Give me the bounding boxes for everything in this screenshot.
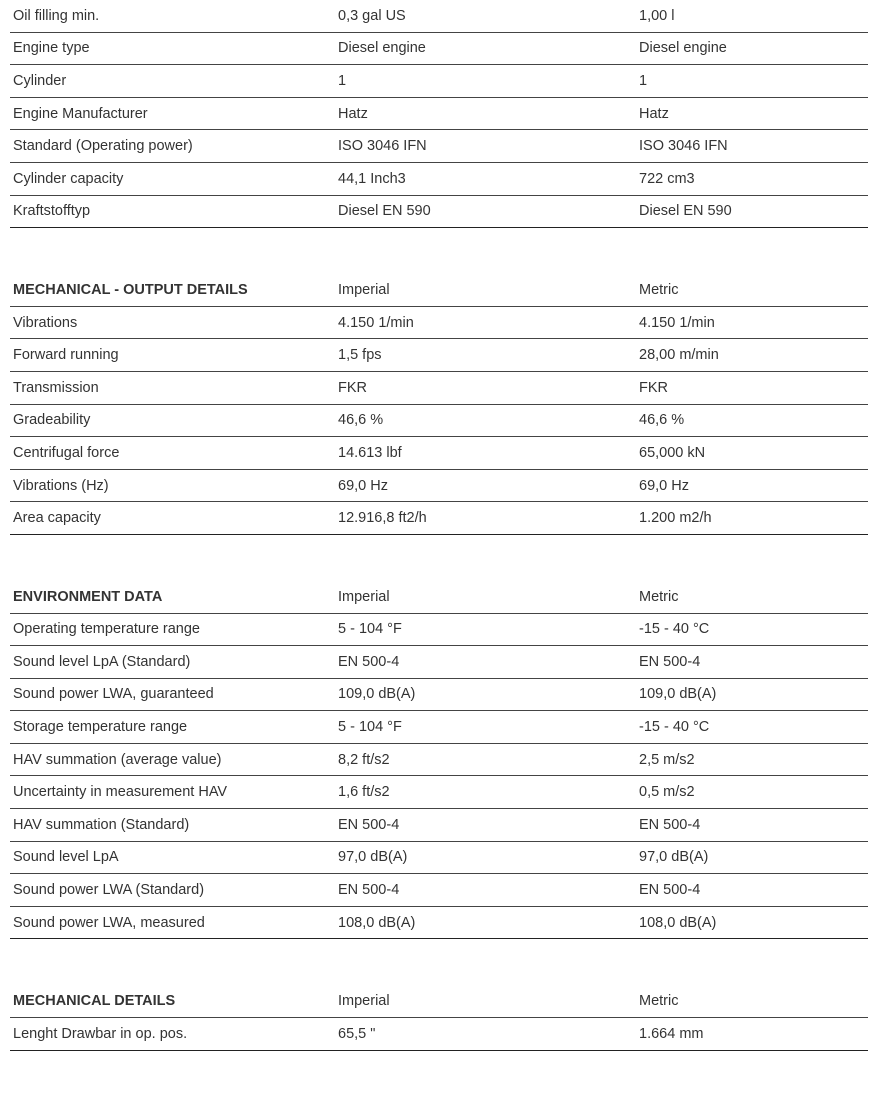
- cell-label: Engine type: [13, 40, 90, 57]
- table-row: [10, 130, 868, 163]
- cell-metric: ISO 3046 IFN: [639, 138, 728, 155]
- section-title: MECHANICAL - OUTPUT DETAILS: [13, 281, 248, 298]
- cell-metric: 109,0 dB(A): [639, 686, 717, 703]
- cell-label: Sound power LWA, guaranteed: [13, 686, 214, 703]
- cell-label: Sound power LWA (Standard): [13, 882, 205, 899]
- cell-label: Engine Manufacturer: [13, 105, 148, 122]
- cell-imperial: Hatz: [338, 105, 368, 122]
- section-header-row: [10, 274, 868, 307]
- table-row: [10, 0, 868, 33]
- column-header-metric: Metric: [639, 281, 679, 298]
- table-row: [10, 907, 868, 940]
- cell-label: Cylinder: [13, 72, 67, 89]
- table-row: [10, 65, 868, 98]
- table-row: [10, 372, 868, 405]
- section-title: ENVIRONMENT DATA: [13, 588, 163, 605]
- table-row: [10, 196, 868, 229]
- table-row: [10, 646, 868, 679]
- section-header-row: [10, 581, 868, 614]
- cell-metric: 1.200 m2/h: [639, 510, 712, 527]
- cell-imperial: 44,1 Inch3: [338, 170, 406, 187]
- column-header-imperial: Imperial: [338, 993, 390, 1010]
- table-row: [10, 744, 868, 777]
- cell-label: Vibrations (Hz): [13, 477, 109, 494]
- cell-imperial: 5 - 104 °F: [338, 719, 402, 736]
- section-title: MECHANICAL DETAILS: [13, 993, 176, 1010]
- cell-imperial: 109,0 dB(A): [338, 686, 416, 703]
- cell-imperial: FKR: [338, 379, 367, 396]
- cell-metric: EN 500-4: [639, 653, 701, 670]
- cell-label: Standard (Operating power): [13, 138, 193, 155]
- spec-tables: [10, 0, 868, 1097]
- table-row: [10, 809, 868, 842]
- table-row: [10, 470, 868, 503]
- cell-metric: 722 cm3: [639, 170, 695, 187]
- cell-metric: Diesel engine: [639, 40, 727, 57]
- cell-imperial: Diesel EN 590: [338, 203, 431, 220]
- cell-label: HAV summation (average value): [13, 751, 222, 768]
- cell-metric: 69,0 Hz: [639, 477, 689, 494]
- cell-metric: 97,0 dB(A): [639, 849, 709, 866]
- cell-label: Sound power LWA, measured: [13, 914, 205, 931]
- cell-metric: 1,00 l: [639, 7, 675, 24]
- cell-metric: 0,5 m/s2: [639, 784, 695, 801]
- spec-section: [10, 274, 868, 535]
- cell-metric: 1.664 mm: [639, 1025, 704, 1042]
- cell-label: Sound level LpA (Standard): [13, 653, 191, 670]
- table-row: [10, 711, 868, 744]
- spec-section: [10, 0, 868, 228]
- cell-label: Transmission: [13, 379, 99, 396]
- table-row: [10, 1018, 868, 1051]
- cell-label: Uncertainty in measurement HAV: [13, 784, 228, 801]
- table-row: [10, 339, 868, 372]
- cell-label: Gradeability: [13, 412, 91, 429]
- cell-imperial: 1: [338, 72, 347, 89]
- cell-imperial: 8,2 ft/s2: [338, 751, 390, 768]
- table-row: [10, 307, 868, 340]
- cell-label: Cylinder capacity: [13, 170, 124, 187]
- spec-section: [10, 985, 868, 1050]
- cell-label: HAV summation (Standard): [13, 816, 190, 833]
- cell-label: Oil filling min.: [13, 7, 100, 24]
- cell-imperial: ISO 3046 IFN: [338, 138, 427, 155]
- cell-label: Storage temperature range: [13, 719, 188, 736]
- table-row: [10, 33, 868, 66]
- cell-label: Centrifugal force: [13, 444, 120, 461]
- cell-label: Vibrations: [13, 314, 78, 331]
- cell-metric: 46,6 %: [639, 412, 685, 429]
- cell-metric: -15 - 40 °C: [639, 719, 710, 736]
- cell-metric: 2,5 m/s2: [639, 751, 695, 768]
- cell-metric: FKR: [639, 379, 668, 396]
- cell-metric: 1: [639, 72, 648, 89]
- cell-metric: -15 - 40 °C: [639, 621, 710, 638]
- table-row: [10, 874, 868, 907]
- cell-metric: 28,00 m/min: [639, 347, 719, 364]
- cell-imperial: 0,3 gal US: [338, 7, 406, 24]
- cell-imperial: EN 500-4: [338, 653, 400, 670]
- spec-section: [10, 581, 868, 940]
- table-row: [10, 437, 868, 470]
- cell-metric: Diesel EN 590: [639, 203, 732, 220]
- cell-label: Kraftstofftyp: [13, 203, 91, 220]
- table-row: [10, 776, 868, 809]
- column-header-imperial: Imperial: [338, 588, 390, 605]
- cell-label: Operating temperature range: [13, 621, 200, 638]
- cell-metric: 4.150 1/min: [639, 314, 715, 331]
- column-header-metric: Metric: [639, 993, 679, 1010]
- cell-imperial: EN 500-4: [338, 882, 400, 899]
- table-row: [10, 679, 868, 712]
- cell-imperial: 97,0 dB(A): [338, 849, 408, 866]
- cell-metric: 108,0 dB(A): [639, 914, 717, 931]
- column-header-metric: Metric: [639, 588, 679, 605]
- cell-label: Forward running: [13, 347, 119, 364]
- table-row: [10, 405, 868, 438]
- cell-metric: EN 500-4: [639, 882, 701, 899]
- cell-metric: 65,000 kN: [639, 444, 706, 461]
- cell-imperial: 69,0 Hz: [338, 477, 388, 494]
- cell-metric: Hatz: [639, 105, 669, 122]
- cell-imperial: 14.613 lbf: [338, 444, 402, 461]
- table-row: [10, 614, 868, 647]
- cell-label: Area capacity: [13, 510, 101, 527]
- cell-imperial: EN 500-4: [338, 816, 400, 833]
- cell-imperial: 108,0 dB(A): [338, 914, 416, 931]
- column-header-imperial: Imperial: [338, 281, 390, 298]
- cell-imperial: 5 - 104 °F: [338, 621, 402, 638]
- table-row: [10, 98, 868, 131]
- cell-metric: EN 500-4: [639, 816, 701, 833]
- cell-imperial: 1,5 fps: [338, 347, 382, 364]
- section-header-row: [10, 985, 868, 1018]
- cell-imperial: 4.150 1/min: [338, 314, 414, 331]
- cell-label: Sound level LpA: [13, 849, 119, 866]
- cell-label: Lenght Drawbar in op. pos.: [13, 1025, 188, 1042]
- cell-imperial: 65,5 ": [338, 1025, 376, 1042]
- table-row: [10, 842, 868, 875]
- cell-imperial: 46,6 %: [338, 412, 384, 429]
- cell-imperial: 12.916,8 ft2/h: [338, 510, 427, 527]
- table-row: [10, 502, 868, 535]
- table-row: [10, 163, 868, 196]
- cell-imperial: 1,6 ft/s2: [338, 784, 390, 801]
- cell-imperial: Diesel engine: [338, 40, 426, 57]
